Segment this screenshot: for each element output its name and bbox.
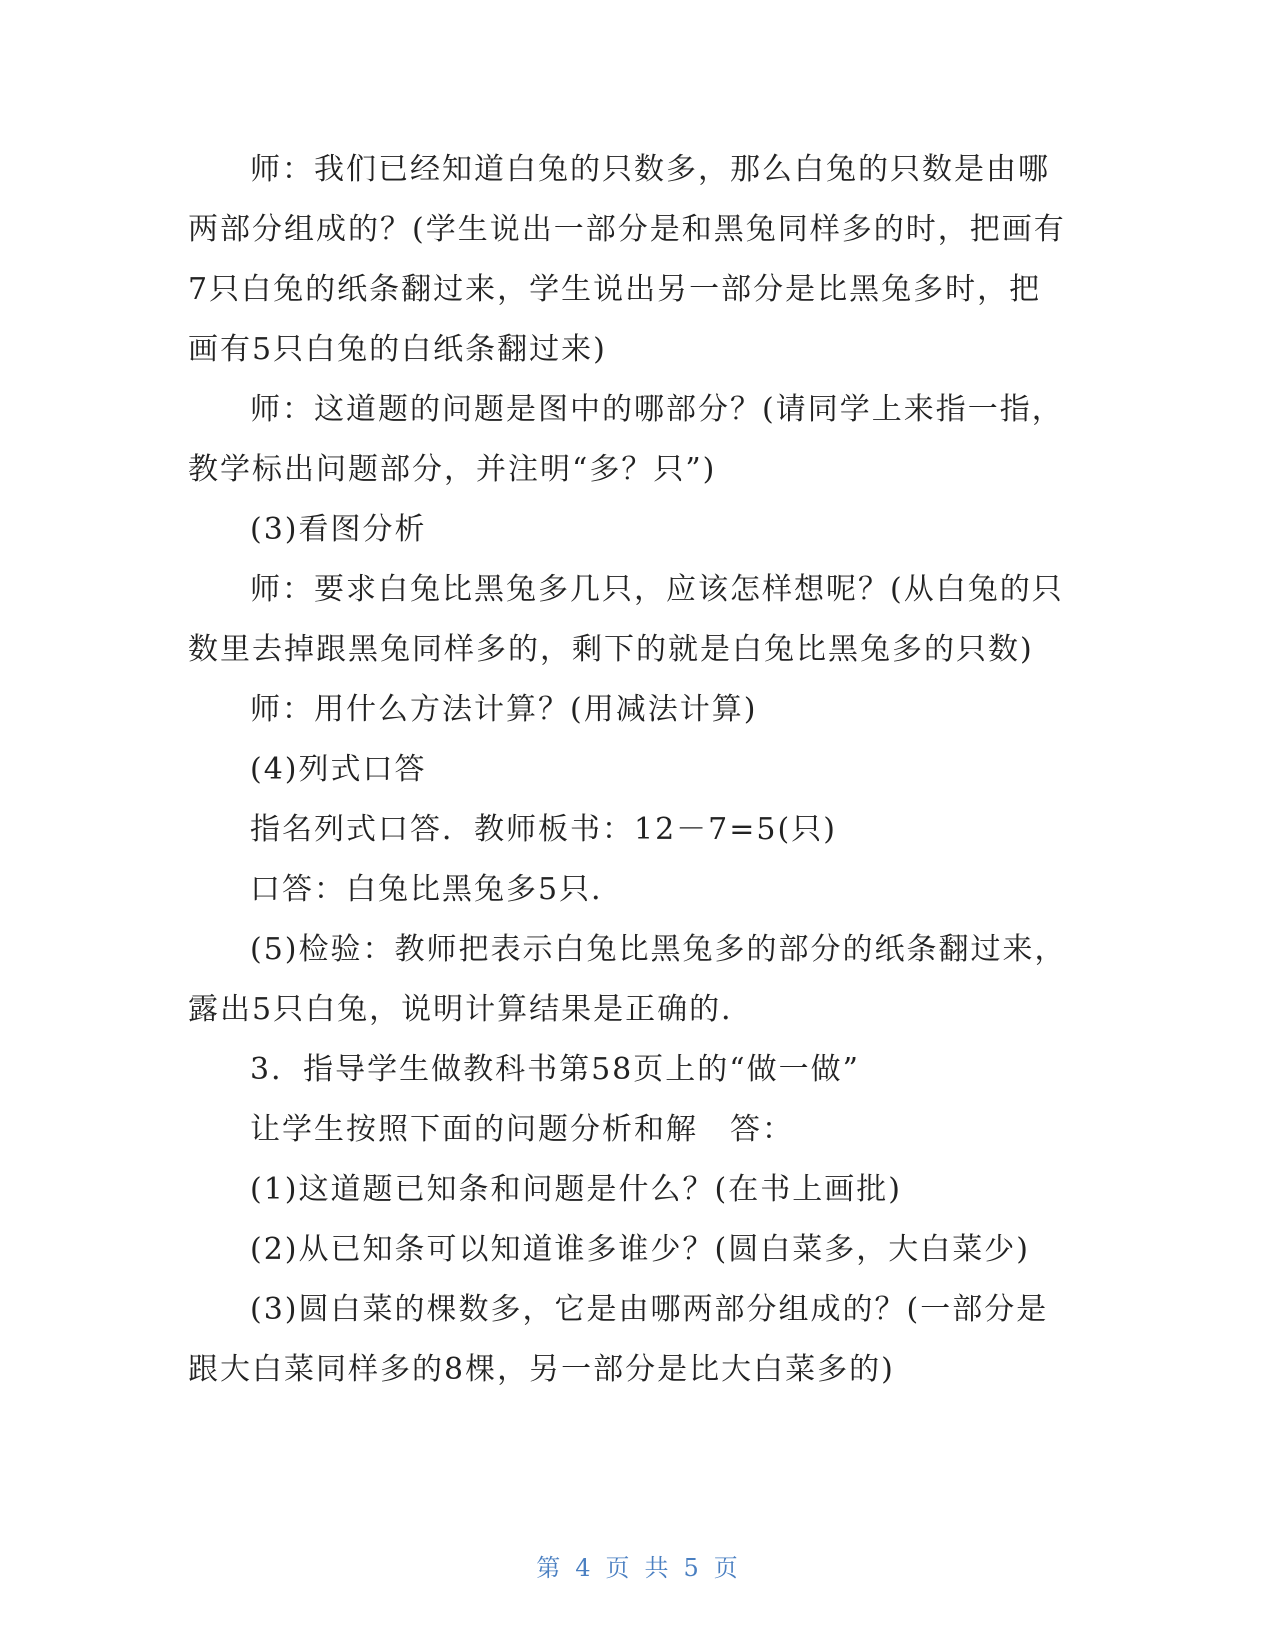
paragraph-5: 师：用什么方法计算？(用减法计算): [250, 692, 758, 727]
paragraph-1: 师：我们已经知道白兔的只数多，那么白兔的只数是由哪两部分组成的？(学生说出一部分是和黑兔同样多的时，把画有7只白兔的纸条翻过来，学生说出另一部分是比黑兔多时，把画有5只白兔的白纸条翻过来): [188, 152, 1066, 367]
paragraph-7: 指名列式口答．教师板书：12－7=5(只): [250, 812, 837, 847]
paragraph-9: (5)检验：教师把表示白兔比黑兔多的部分的纸条翻过来，露出5只白兔，说明计算结果是正确的．: [188, 932, 1067, 1027]
paragraph-2: 师：这道题的问题是图中的哪部分？(请同学上来指一指，教学标出问题部分，并注明“多？只”): [188, 392, 1064, 487]
paragraph-6: (4)列式口答: [250, 752, 427, 787]
paragraph-14: (3)圆白菜的棵数多，它是由哪两部分组成的？(一部分是跟大白菜同样多的8棵，另一部分是比大白菜多的): [188, 1292, 1049, 1387]
paragraph-4: 师：要求白兔比黑兔多几只，应该怎样想呢？(从白兔的只数里去掉跟黑兔同样多的，剩下的就是白兔比黑兔多的只数): [188, 572, 1064, 667]
paragraph-11: 让学生按照下面的问题分析和解 答：: [250, 1112, 794, 1147]
paragraph-12: (1)这道题已知条和问题是什么？(在书上画批): [250, 1172, 902, 1207]
paragraph-13: (2)从已知条可以知道谁多谁少？(圆白菜多，大白菜少): [250, 1232, 1030, 1267]
paragraph-3: (3)看图分析: [250, 512, 427, 547]
footer-total-prefix: 共: [644, 1554, 670, 1582]
footer-page-word: 页: [605, 1554, 631, 1582]
document-body: [188, 140, 1068, 1400]
paragraph-10: 3．指导学生做教科书第58页上的“做一做”: [250, 1052, 860, 1087]
page-footer: [0, 1548, 1275, 1583]
paragraph-8: 口答：白兔比黑兔多5只．: [250, 872, 624, 907]
footer-prefix: 第: [536, 1554, 562, 1582]
footer-total-pages: 5: [683, 1554, 700, 1582]
footer-current-page: 4: [575, 1554, 592, 1582]
footer-suffix: 页: [713, 1554, 739, 1582]
